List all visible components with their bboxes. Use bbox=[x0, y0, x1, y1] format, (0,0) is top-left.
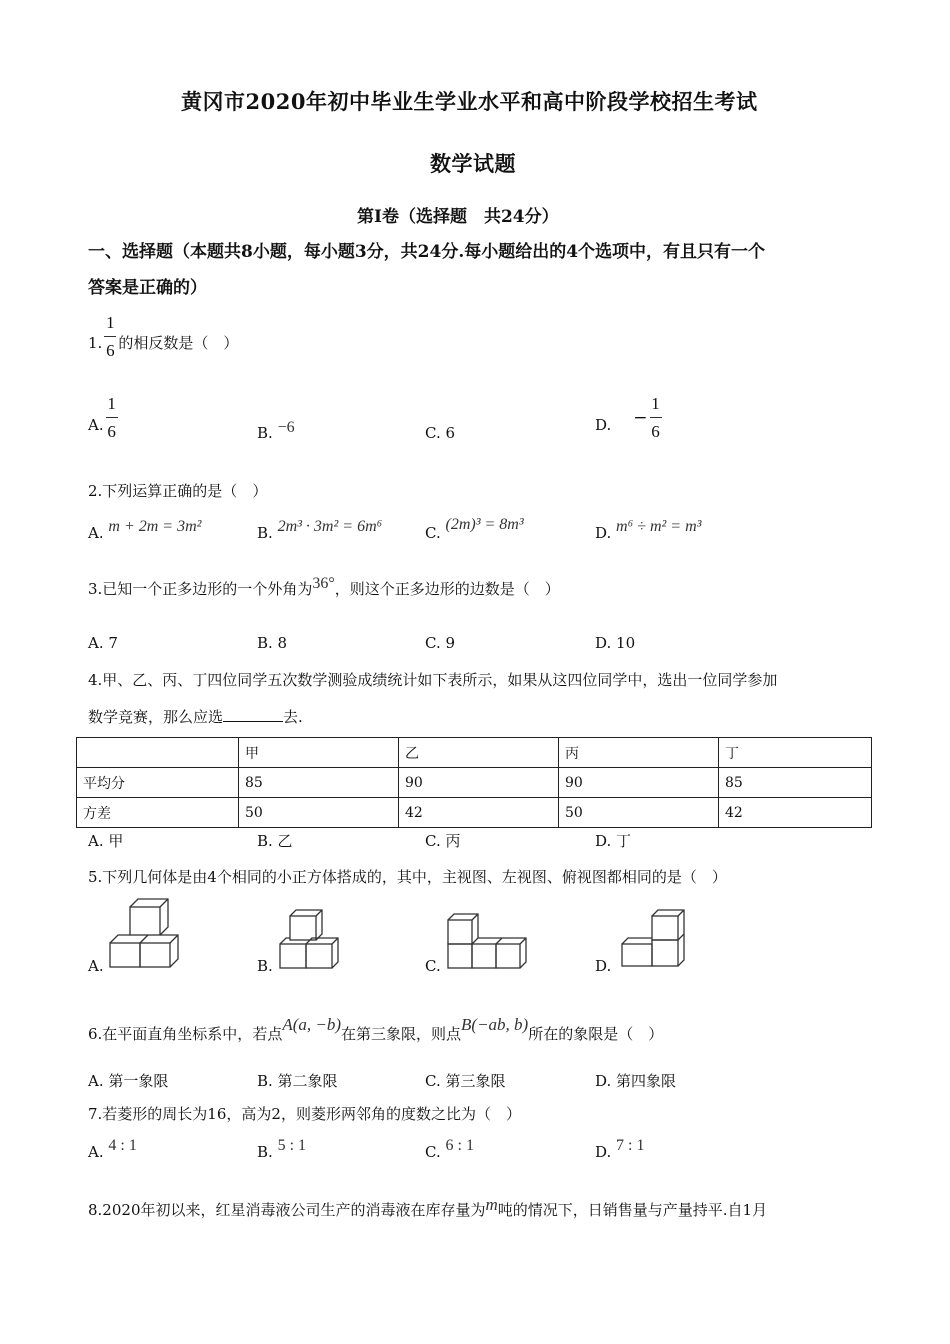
fraction-numerator: 1 bbox=[106, 313, 115, 332]
table-cell bbox=[77, 738, 239, 768]
option-math: m⁶ ÷ m² = m³ bbox=[616, 518, 702, 535]
fraction-bar bbox=[104, 336, 116, 337]
q4-option-a[interactable]: A. 甲 bbox=[88, 832, 124, 850]
fraction-bar bbox=[650, 417, 662, 418]
fraction-numerator: 1 bbox=[651, 394, 660, 413]
question-text: 数学竞赛，那么应选 bbox=[88, 708, 224, 726]
question-4-line1: 4.甲、乙、丙、丁四位同学五次数学测验成绩统计如下表所示，如果从这四位同学中，选出一位同学参加 bbox=[88, 671, 778, 689]
fraction-denominator: 6 bbox=[107, 422, 116, 441]
option-math: 4 : 1 bbox=[108, 1137, 137, 1154]
table-cell: 甲 bbox=[239, 738, 399, 768]
option-label: C. bbox=[425, 1143, 441, 1161]
score-table bbox=[76, 737, 872, 828]
question-text: 吨的情况下，日销售量与产量持平.自1月 bbox=[497, 1201, 768, 1219]
table-cell: 85 bbox=[239, 768, 399, 798]
option-label: A. bbox=[88, 415, 104, 434]
fraction bbox=[106, 395, 118, 440]
table-cell: 50 bbox=[239, 798, 399, 828]
point-b: B(−ab, b) bbox=[461, 1015, 529, 1034]
option-math: 6 : 1 bbox=[445, 1137, 474, 1154]
question-text: ，则这个正多边形的边数是（ ） bbox=[334, 580, 560, 598]
q7-option-b[interactable] bbox=[257, 1137, 307, 1162]
table-header-row bbox=[77, 738, 872, 768]
table-cell: 85 bbox=[719, 768, 872, 798]
question-text: 的相反数是（ ） bbox=[118, 334, 239, 352]
fraction bbox=[104, 314, 116, 359]
question-number: 1. bbox=[88, 333, 103, 352]
section-heading-line2: 答案是正确的） bbox=[88, 278, 207, 298]
table-cell: 丙 bbox=[559, 738, 719, 768]
q5-option-a[interactable]: A. bbox=[88, 957, 104, 975]
question-text: 去. bbox=[283, 708, 303, 726]
question-text: 所在的象限是（ ） bbox=[528, 1025, 664, 1043]
question-3 bbox=[88, 575, 560, 599]
minus-sign: − bbox=[633, 407, 648, 428]
q2-option-c[interactable] bbox=[425, 516, 524, 543]
question-text: 在第三象限，则点 bbox=[341, 1025, 462, 1043]
table-row bbox=[77, 798, 872, 828]
table-row bbox=[77, 768, 872, 798]
fraction-denominator: 6 bbox=[651, 422, 660, 441]
q1-option-c[interactable]: C. 6 bbox=[425, 424, 456, 442]
q3-option-b[interactable]: B. 8 bbox=[257, 634, 288, 652]
cube-figure-c bbox=[446, 912, 532, 970]
question-5: 5.下列几何体是由4个相同的小正方体搭成的，其中，主视图、左视图、俯视图都相同的是（ ） bbox=[88, 868, 727, 886]
q3-option-d[interactable]: D. 10 bbox=[595, 634, 636, 652]
cube-figure-d bbox=[618, 908, 692, 970]
fraction-denominator: 6 bbox=[106, 341, 115, 360]
q5-option-b[interactable]: B. bbox=[257, 957, 273, 975]
q2-option-b[interactable] bbox=[257, 518, 383, 543]
table-cell: 平均分 bbox=[77, 768, 239, 798]
option-math: −6 bbox=[277, 419, 295, 436]
option-math: 5 : 1 bbox=[277, 1137, 307, 1154]
q2-option-d[interactable] bbox=[595, 518, 702, 543]
q7-option-d[interactable] bbox=[595, 1137, 645, 1162]
option-math: 7 : 1 bbox=[616, 1137, 645, 1154]
question-6 bbox=[88, 1015, 664, 1044]
question-8 bbox=[88, 1195, 768, 1220]
fraction bbox=[650, 395, 662, 440]
q1-option-a[interactable] bbox=[88, 395, 118, 440]
fraction-numerator: 1 bbox=[107, 394, 116, 413]
q1-option-d[interactable] bbox=[595, 395, 662, 440]
fraction-bar bbox=[106, 417, 118, 418]
q6-option-a[interactable]: A. 第一象限 bbox=[88, 1072, 169, 1090]
cube-figure-a bbox=[106, 897, 188, 969]
q7-option-c[interactable] bbox=[425, 1137, 474, 1162]
option-label: C. bbox=[425, 524, 441, 542]
option-label: D. bbox=[595, 524, 612, 542]
q4-option-b[interactable]: B. 乙 bbox=[257, 832, 293, 850]
q2-option-a[interactable] bbox=[88, 518, 202, 543]
question-text: 6.在平面直角坐标系中，若点 bbox=[88, 1025, 283, 1043]
question-4-line2 bbox=[88, 706, 303, 727]
table-cell: 42 bbox=[399, 798, 559, 828]
point-a: A(a, −b) bbox=[282, 1015, 342, 1034]
table-cell: 丁 bbox=[719, 738, 872, 768]
answer-blank[interactable] bbox=[223, 707, 283, 722]
q6-option-c[interactable]: C. 第三象限 bbox=[425, 1072, 506, 1090]
option-label: B. bbox=[257, 1143, 273, 1161]
angle-value: 36° bbox=[312, 575, 335, 592]
question-text: 8.2020年初以来，红星消毒液公司生产的消毒液在库存量为 bbox=[88, 1201, 486, 1219]
volume-heading: 第Ⅰ卷（选择题 共24分） bbox=[357, 207, 559, 227]
table-cell: 90 bbox=[399, 768, 559, 798]
q6-option-b[interactable]: B. 第二象限 bbox=[257, 1072, 338, 1090]
option-label: A. bbox=[88, 524, 104, 542]
q4-option-c[interactable]: C. 丙 bbox=[425, 832, 461, 850]
q3-option-a[interactable]: A. 7 bbox=[88, 634, 118, 652]
q7-option-a[interactable] bbox=[88, 1137, 137, 1162]
question-1 bbox=[88, 314, 238, 359]
table-cell: 方差 bbox=[77, 798, 239, 828]
variable-m: m bbox=[485, 1195, 498, 1214]
subject-title: 数学试题 bbox=[430, 151, 516, 176]
option-label: B. bbox=[257, 524, 273, 542]
question-7: 7.若菱形的周长为16，高为2，则菱形两邻角的度数之比为（ ） bbox=[88, 1105, 521, 1123]
q4-option-d[interactable]: D. 丁 bbox=[595, 832, 632, 850]
table-cell: 乙 bbox=[399, 738, 559, 768]
question-text: 3.已知一个正多边形的一个外角为 bbox=[88, 580, 313, 598]
question-2: 2.下列运算正确的是（ ） bbox=[88, 482, 268, 500]
table-cell: 50 bbox=[559, 798, 719, 828]
option-math: (2m)³ = 8m³ bbox=[445, 516, 524, 533]
cube-figure-b bbox=[276, 908, 354, 970]
option-label: A. bbox=[88, 1143, 104, 1161]
section-heading-line1: 一、选择题（本题共8小题，每小题3分，共24分.每小题给出的4个选项中，有且只有一个 bbox=[88, 242, 766, 262]
option-label: D. bbox=[595, 1143, 612, 1161]
option-label: D. bbox=[595, 415, 612, 434]
option-math: m + 2m = 3m² bbox=[108, 518, 202, 535]
option-label: B. bbox=[257, 424, 273, 442]
q1-option-b[interactable] bbox=[257, 419, 295, 443]
option-math: 2m³ · 3m² = 6m⁶ bbox=[277, 518, 383, 535]
table-cell: 90 bbox=[559, 768, 719, 798]
q3-option-c[interactable]: C. 9 bbox=[425, 634, 456, 652]
q6-option-d[interactable]: D. 第四象限 bbox=[595, 1072, 677, 1090]
q5-option-c[interactable]: C. bbox=[425, 957, 441, 975]
q5-option-d[interactable]: D. bbox=[595, 957, 612, 975]
table-cell: 42 bbox=[719, 798, 872, 828]
exam-title: 黄冈市2020年初中毕业生学业水平和高中阶段学校招生考试 bbox=[181, 89, 758, 114]
